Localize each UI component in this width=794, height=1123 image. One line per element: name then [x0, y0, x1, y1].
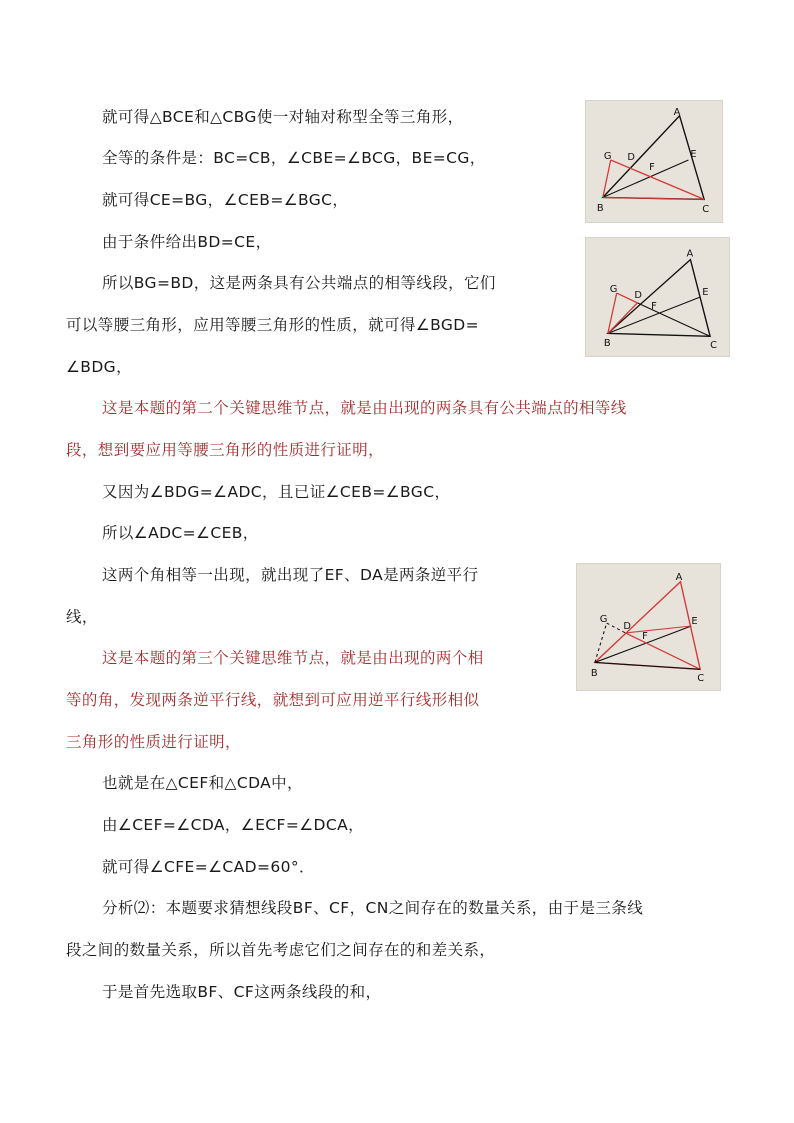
text-line: 全等的条件是：BC=CB，∠CBE=∠BCG，BE=CG，: [102, 149, 486, 167]
geometry-figure-3: [576, 563, 721, 691]
text-line: 就可得△BCE和△CBG使一对轴对称型全等三角形，: [102, 108, 464, 126]
text-line: 就可得CE=BG，∠CEB=∠BGC，: [102, 191, 349, 209]
text-line-emphasis: 等的角，发现两条逆平行线，就想到可应用逆平行线形相似: [66, 691, 480, 709]
text-line: 线，: [66, 608, 98, 626]
text-line: 又因为∠BDG=∠ADC，且已证∠CEB=∠BGC，: [102, 483, 451, 501]
point-label: B: [590, 668, 598, 680]
point-label: B: [596, 203, 604, 215]
point-label: F: [651, 300, 657, 312]
point-label: C: [702, 204, 710, 216]
point-label: F: [642, 630, 648, 642]
point-label: C: [710, 340, 717, 352]
point-label: D: [634, 289, 642, 301]
text-line-emphasis: 段，想到要应用等腰三角形的性质进行证明，: [66, 441, 385, 459]
text-line: 由于条件给出BD=CE，: [102, 233, 272, 251]
text-line: 所以∠ADC=∠CEB，: [102, 524, 259, 542]
text-line: 由∠CEF=∠CDA，∠ECF=∠DCA，: [102, 816, 364, 834]
point-label: A: [673, 106, 681, 118]
point-label: G: [599, 614, 608, 626]
text-line: 段之间的数量关系，所以首先考虑它们之间存在的和差关系，: [66, 941, 496, 959]
text-line: 于是首先选取BF、CF这两条线段的和，: [102, 983, 382, 1001]
geometry-figure-1: [585, 100, 723, 223]
text-line: 就可得∠CFE=∠CAD=60°．: [102, 858, 315, 876]
text-line: 也就是在△CEF和△CDA中，: [102, 774, 303, 792]
point-label: E: [690, 149, 697, 161]
point-label: D: [627, 152, 636, 164]
point-label: B: [603, 338, 611, 350]
text-line: 可以等腰三角形，应用等腰三角形的性质，就可得∠BGD=: [66, 316, 479, 334]
point-label: E: [691, 616, 698, 628]
point-label: E: [702, 287, 709, 299]
text-line-emphasis: 这是本题的第三个关键思维节点，就是由出现的两个相: [102, 649, 484, 667]
geometry-figure-2: [585, 237, 730, 357]
point-label: A: [675, 571, 683, 583]
text-line: 分析⑵：本题要求猜想线段BF、CF，CN之间存在的数量关系，由于是三条线: [102, 899, 644, 917]
text-line: 这两个角相等一出现，就出现了EF、DA是两条逆平行: [102, 566, 479, 584]
point-label: F: [649, 161, 655, 173]
point-label: D: [623, 620, 631, 632]
point-label: C: [697, 673, 705, 685]
text-line: 所以BG=BD，这是两条具有公共端点的相等线段，它们: [102, 274, 496, 292]
point-label: G: [609, 284, 618, 296]
point-label: G: [603, 151, 612, 163]
point-label: A: [686, 248, 694, 260]
text-line-emphasis: 这是本题的第二个关键思维节点，就是由出现的两条具有公共端点的相等线: [102, 399, 627, 417]
text-line: ∠BDG，: [66, 358, 132, 376]
text-line-emphasis: 三角形的性质进行证明，: [66, 733, 241, 751]
